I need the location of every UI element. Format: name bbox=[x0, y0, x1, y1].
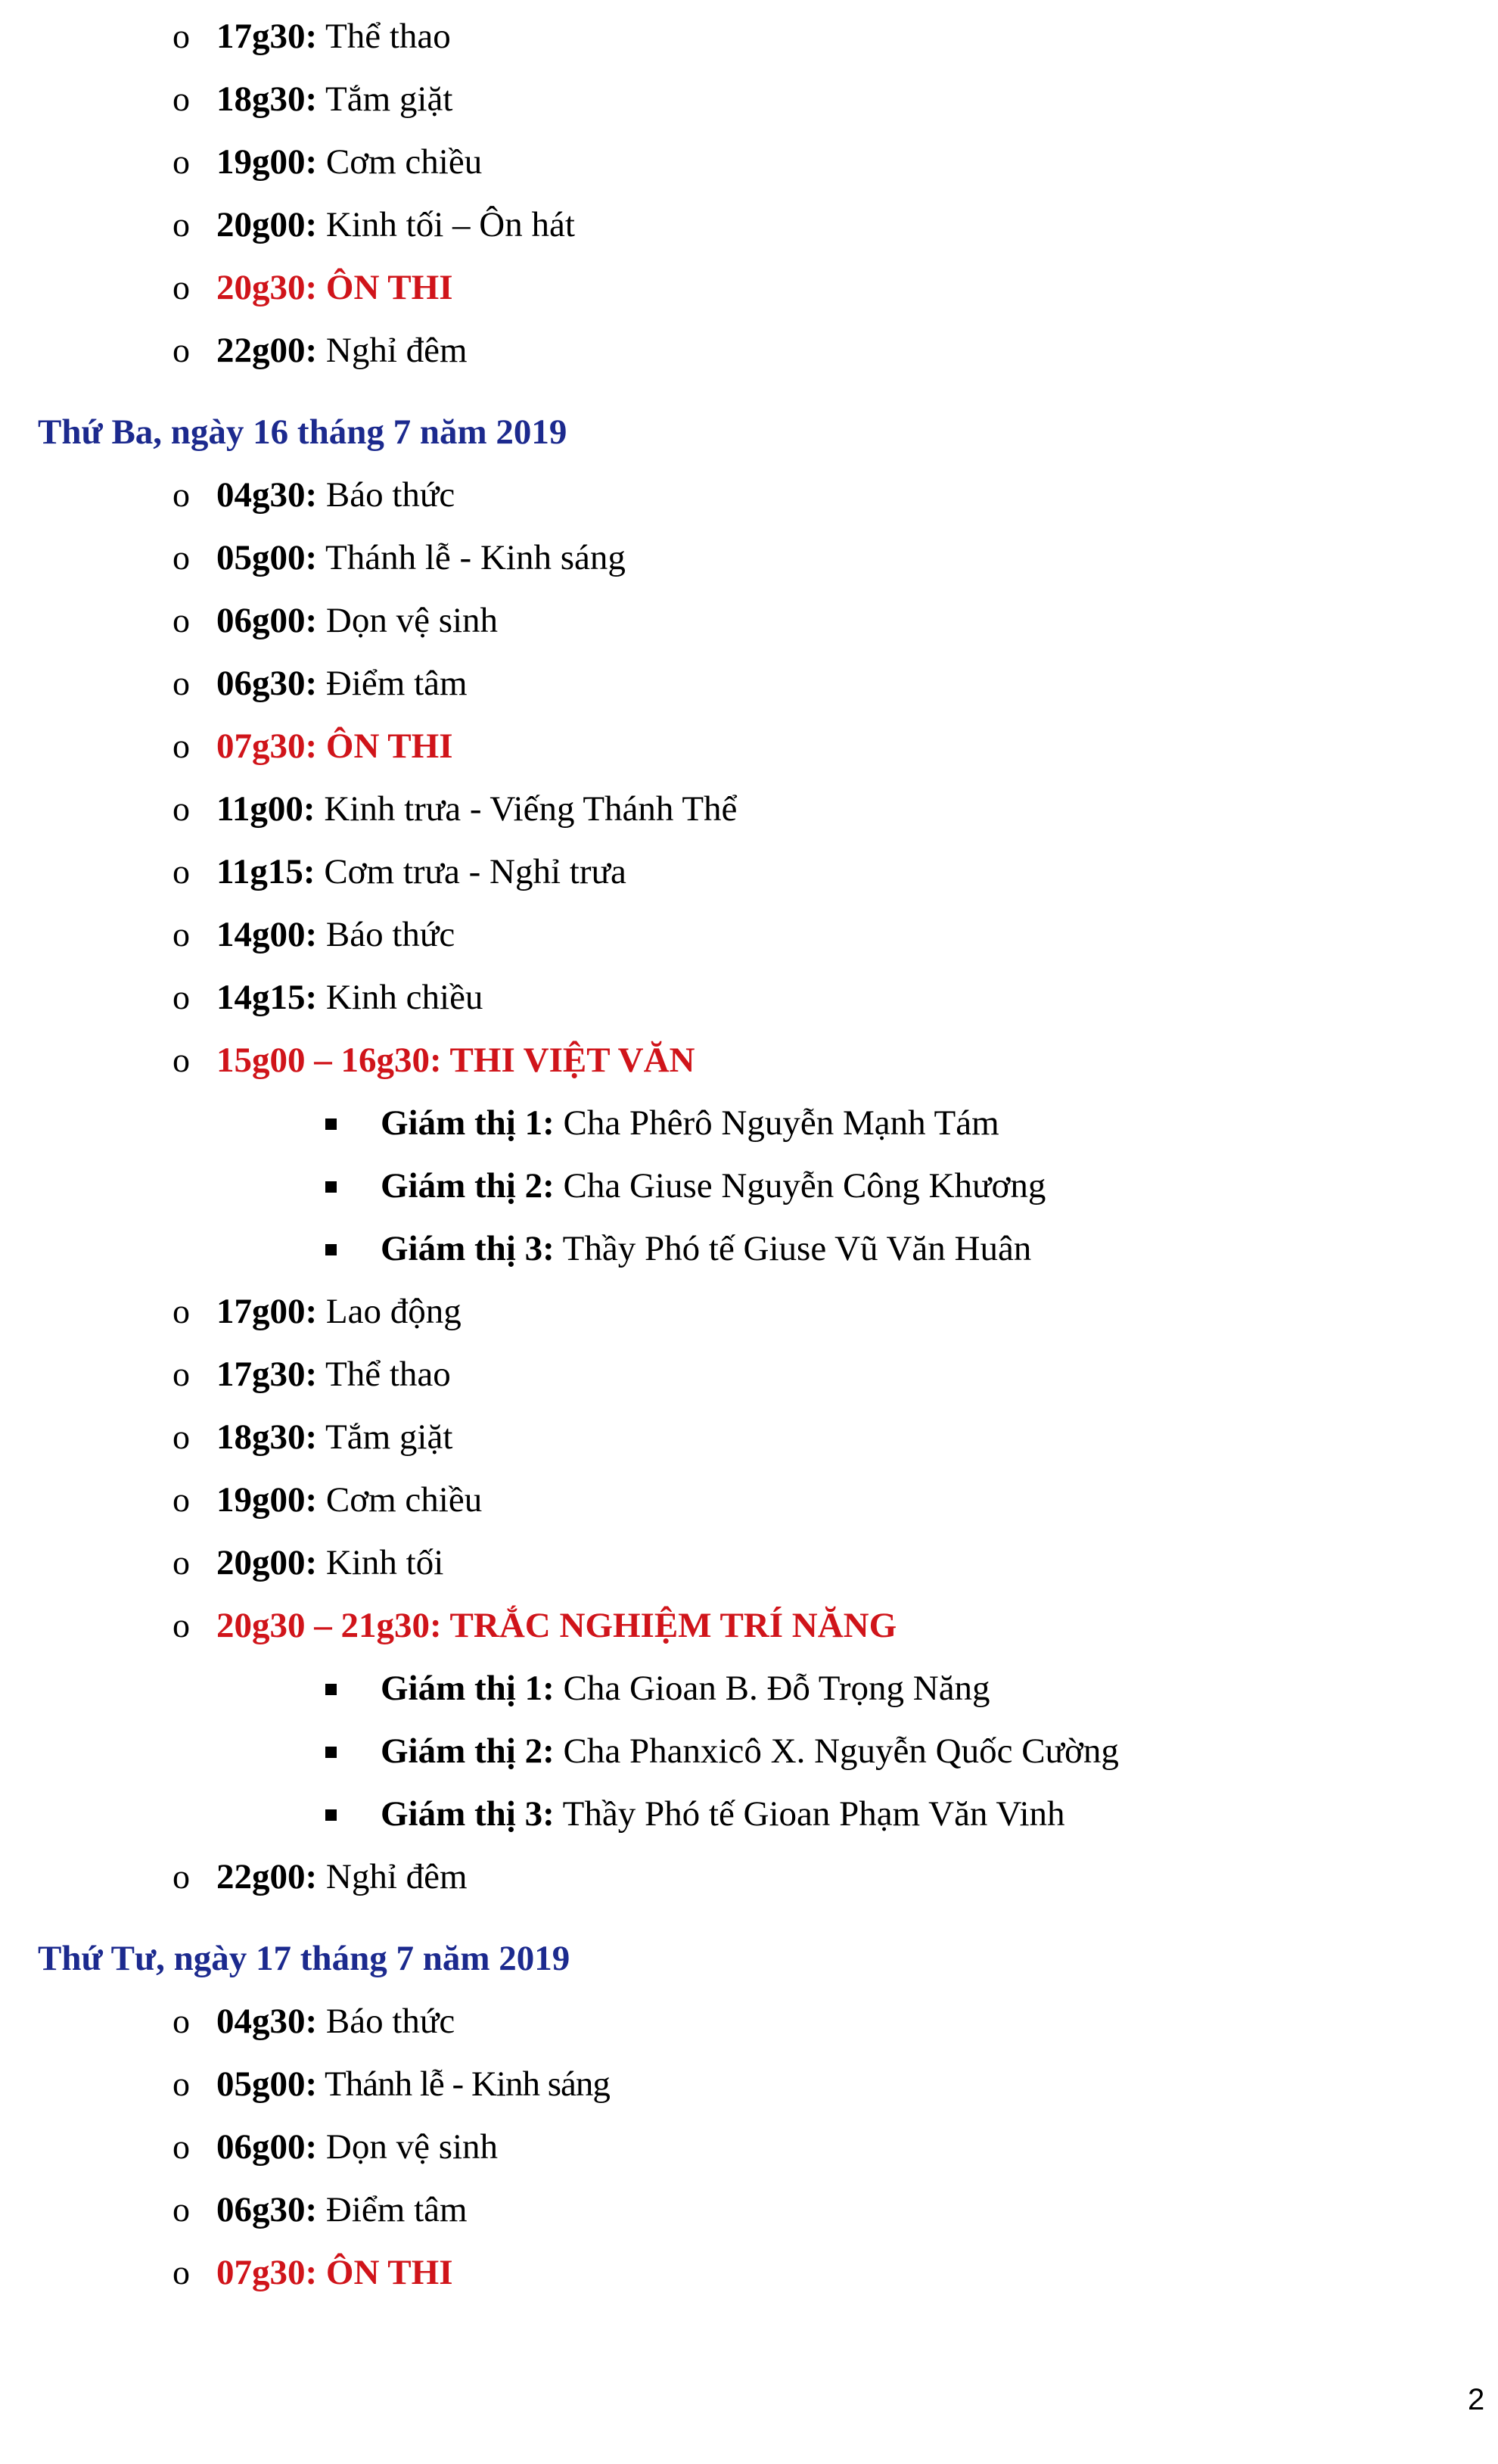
circle-bullet-icon: o bbox=[172, 205, 190, 244]
circle-bullet-icon: o bbox=[172, 978, 190, 1016]
page-number: 2 bbox=[1468, 2383, 1485, 2416]
circle-bullet-icon: o bbox=[172, 664, 190, 702]
square-bullet-icon bbox=[325, 1244, 337, 1255]
circle-bullet-icon: o bbox=[172, 142, 190, 181]
circle-bullet-icon: o bbox=[172, 1857, 190, 1896]
schedule-page: o 17g30: Thể thao o 18g30: Tắm giặt o 19g00: Cơm chiều o 20g00: Kinh tối – Ôn hát o 20g30: ÔN THI o 22g00: Nghỉ đêm Thứ Ba, ngày 16 tháng 7 năm 2019 o 04g30: Báo thức o 05g00: Thánh lễ - Kinh sáng o 06g00: Dọn vệ sinh o 06g30: Điểm tâm o 07g30: ÔN THI o 11g00: Kinh trưa - Viếng Thánh Thể o 11g15: Cơm trưa - Nghỉ trưa o 14g00: Báo thức o 14g15: Kinh chiều o 15g00 – 16g30: THI VIỆT VĂN Giám thị 1: Cha Phêrô Nguyễn Mạnh Tám Giám thị 2: Cha Giuse Nguyễn Công Khương Giám thị 3: Thầy Phó tế Giuse Vũ Văn Huân o 17g00: Lao động o 17g30: Thể thao o 18g30: Tắm giặt o 19g00: Cơm chiều o 20g00: Kinh tối o 20g30 – 21g30: TRẮC NGHIỆM TRÍ NĂNG Giám thị 1: Cha Gioan B. Đỗ Trọng Năng Giám thị 2: Cha Phanxicô X. Nguyễn Quốc Cường Giám thị 3: Thầy Phó tế Gioan Phạm Văn Vinh o 22g00: Nghỉ đêm Thứ Tư, ngày 17 tháng 7 năm 2019 o 04g30: Báo thức o 05g00: Thánh lễ - Kinh sáng o 06g00: Dọn vệ sinh o 06g30: Điểm tâm o 07g30: ÔN THI 2 bbox=[0, 0, 1498, 2464]
circle-bullet-icon: o bbox=[172, 726, 190, 765]
circle-bullet-icon: o bbox=[172, 1292, 190, 1330]
circle-bullet-icon: o bbox=[172, 601, 190, 639]
circle-bullet-icon: o bbox=[172, 79, 190, 118]
circle-bullet-icon: o bbox=[172, 268, 190, 306]
circle-bullet-icon: o bbox=[172, 2064, 190, 2103]
circle-bullet-icon: o bbox=[172, 1480, 190, 1519]
circle-bullet-icon: o bbox=[172, 538, 190, 577]
circle-bullet-icon: o bbox=[172, 1606, 190, 1644]
circle-bullet-icon: o bbox=[172, 475, 190, 514]
square-bullet-icon bbox=[325, 1809, 337, 1821]
square-bullet-icon bbox=[325, 1684, 337, 1695]
circle-bullet-icon: o bbox=[172, 1355, 190, 1393]
circle-bullet-icon: o bbox=[172, 915, 190, 954]
circle-bullet-icon: o bbox=[172, 2190, 190, 2229]
square-bullet-icon bbox=[325, 1747, 337, 1758]
circle-bullet-icon: o bbox=[172, 2253, 190, 2291]
square-bullet-icon bbox=[325, 1118, 337, 1130]
day-heading-wednesday: Thứ Tư, ngày 17 tháng 7 năm 2019 bbox=[38, 1939, 570, 1978]
circle-bullet-icon: o bbox=[172, 17, 190, 55]
circle-bullet-icon: o bbox=[172, 2127, 190, 2166]
circle-bullet-icon: o bbox=[172, 852, 190, 891]
circle-bullet-icon: o bbox=[172, 1041, 190, 1079]
circle-bullet-icon: o bbox=[172, 2002, 190, 2040]
circle-bullet-icon: o bbox=[172, 331, 190, 369]
square-bullet-icon bbox=[325, 1181, 337, 1193]
circle-bullet-icon: o bbox=[172, 1417, 190, 1456]
circle-bullet-icon: o bbox=[172, 789, 190, 828]
day-heading-tuesday: Thứ Ba, ngày 16 tháng 7 năm 2019 bbox=[38, 412, 567, 452]
circle-bullet-icon: o bbox=[172, 1543, 190, 1582]
